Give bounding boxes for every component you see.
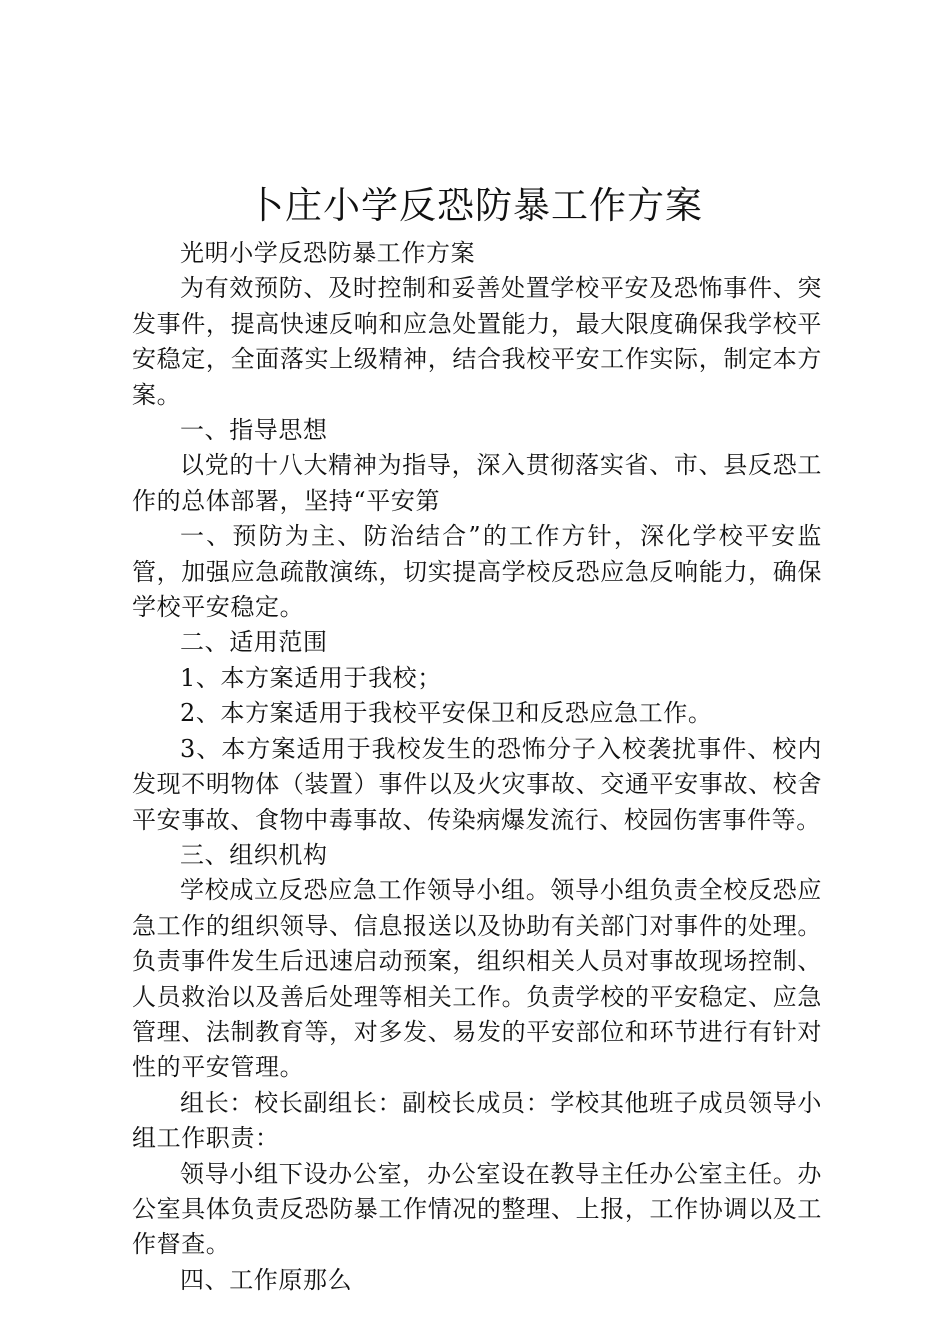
scope-item-2: 2、本方案适用于我校平安保卫和反恐应急工作。 [180,699,713,728]
section-heading-scope: 二、适用范围 [180,628,328,657]
section-heading-guiding-ideology: 一、指导思想 [180,416,328,445]
paragraph-group-members: 组长：校长副组长：副校长成员：学校其他班子成员领导小组工作职责： [132,1088,822,1153]
scope-item-1: 1、本方案适用于我校； [180,663,442,692]
paragraph-guiding-policy: 一、预防为主、防治结合”的工作方针，深化学校平安监管，加强应急疏散演练，切实提高学校反恐应急反响能力，确保学校平安稳定。 [132,522,822,622]
paragraph-guiding-ideology: 以党的十八大精神为指导，深入贯彻落实省、市、县反恐工作的总体部署，坚持“平安第 [132,451,822,515]
paragraph-office: 领导小组下设办公室，办公室设在教导主任办公室主任。办公室具体负责反恐防暴工作情况的整理、上报，工作协调以及工作督查。 [132,1159,822,1259]
document-body [132,236,822,1298]
document-title: 卜庄小学反恐防暴工作方案 [247,184,703,227]
scope-item-3: 3、本方案适用于我校发生的恐怖分子入校袭扰事件、校内发现不明物体（装置）事件以及火灾事故、交通平安事故、校舍平安事故、食物中毒事故、传染病爆发流行、校园伤害事件等。 [132,734,822,834]
paragraph-organization: 学校成立反恐应急工作领导小组。领导小组负责全校反恐应急工作的组织领导、信息报送以及协助有关部门对事件的处理。负责事件发生后迅速启动预案，组织相关人员对事故现场控制、人员救治以及善后处理等相关工作。负责学校的平安稳定、应急管理、法制教育等，对多发、易发的平安部位和环节进行有针对性的平安管理。 [132,876,822,1082]
section-heading-organization: 三、组织机构 [180,840,328,869]
paragraph-intro: 为有效预防、及时控制和妥善处置学校平安及恐怖事件、突发事件，提高快速反响和应急处置能力，最大限度确保我学校平安稳定，全面落实上级精神，结合我校平安工作实际，制定本方案。 [132,274,822,409]
paragraph-subtitle: 光明小学反恐防暴工作方案 [180,239,476,267]
section-heading-principles: 四、工作原那么 [180,1265,353,1294]
